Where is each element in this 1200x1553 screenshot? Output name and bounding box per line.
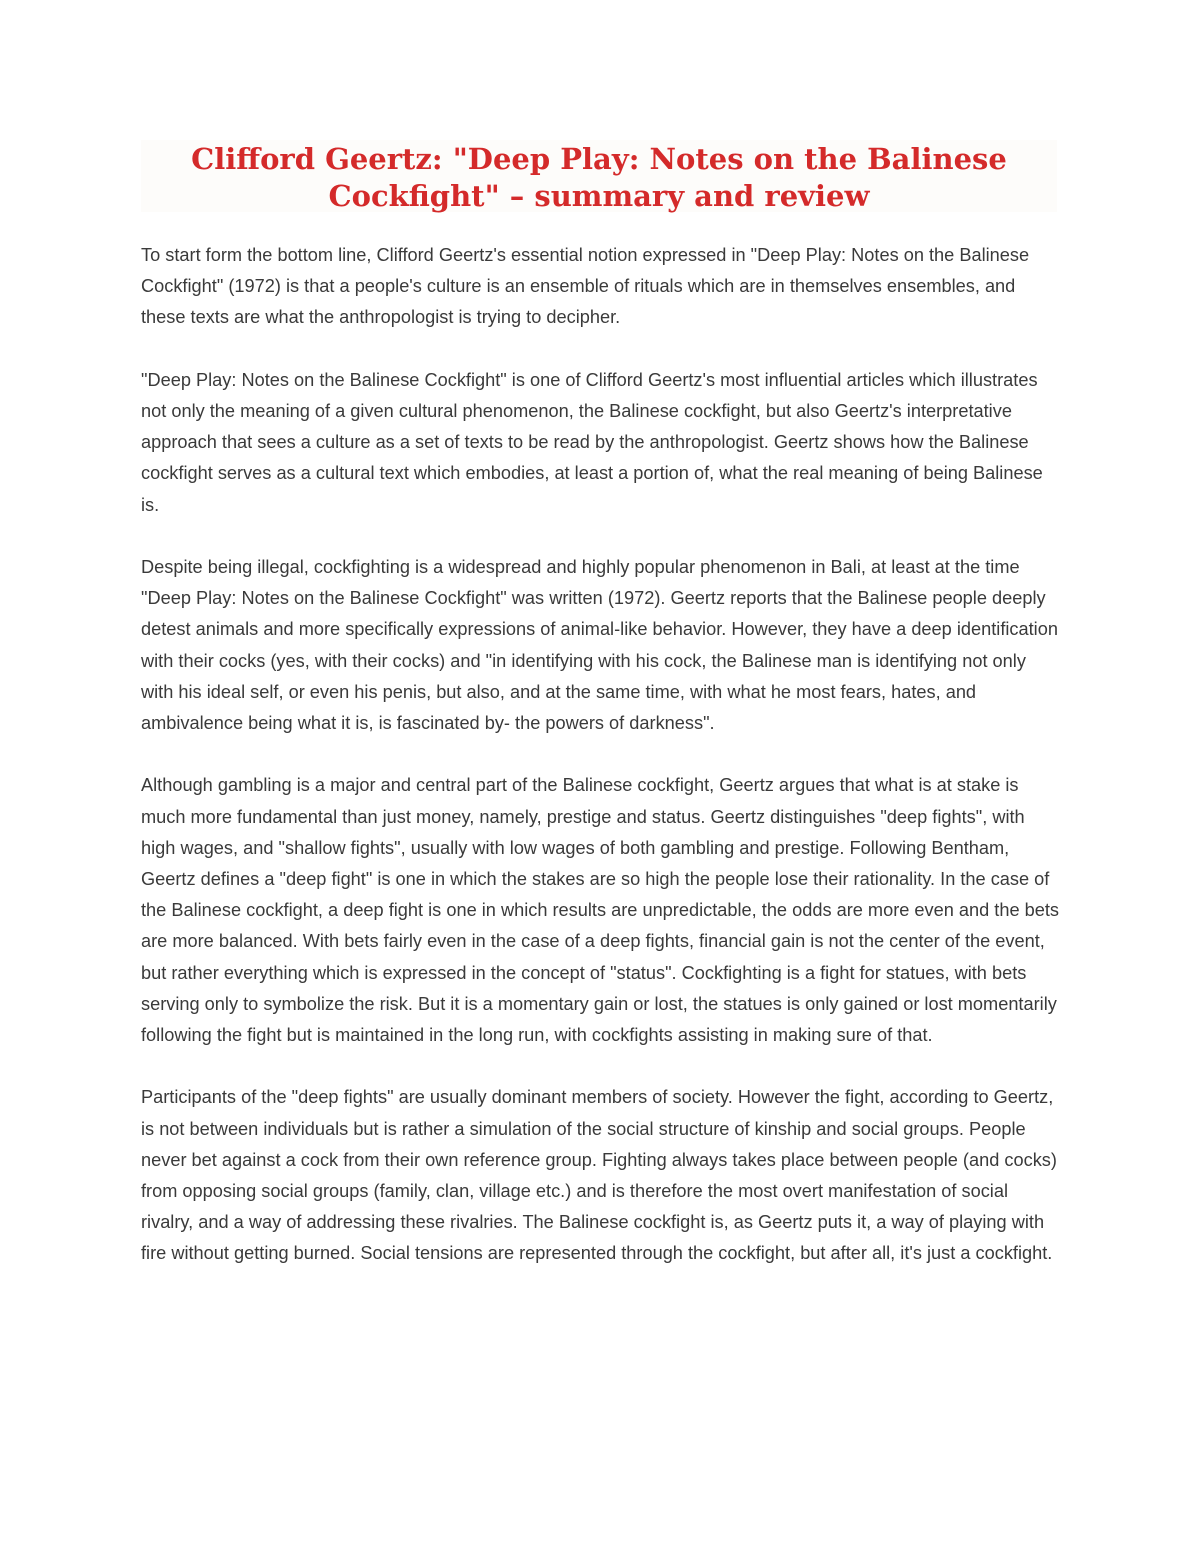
- document-body: [141, 240, 1061, 1301]
- paragraph-2: "Deep Play: Notes on the Balinese Cockfight" is one of Clifford Geertz's most influential articles which illustrates not only the meaning of a given cultural phenomenon, the Balinese cockfight, but also Geertz's interpretative approach that sees a culture as a set of texts to be read by the anthropologist. Geertz shows how the Balinese cockfight serves as a cultural text which embodies, at least a portion of, what the real meaning of being Balinese is.: [141, 369, 1043, 515]
- title-banner: [141, 140, 1057, 212]
- document-title: Clifford Geertz: "Deep Play: Notes on the Balinese Cockfight" – summary and review: [191, 142, 1007, 213]
- paragraph-4: Although gambling is a major and central part of the Balinese cockfight, Geertz argues that what is at stake is much more fundamental than just money, namely, prestige and status. Geertz distinguishes "deep fights", with high wages, and "shallow fights", usually with low wages of both gambling and prestige. Following Bentham, Geertz defines a "deep fight" is one in which the stakes are so high the people lose their rationality. In the case of the Balinese cockfight, a deep fight is one in which results are unpredictable, the odds are more even and the bets are more balanced. With bets fairly even in the case of a deep fights, financial gain is not the center of the event, but rather everything which is expressed in the concept of "status". Cockfighting is a fight for statues, with bets serving only to symbolize the risk. But it is a momentary gain or lost, the statues is only gained or lost momentarily following the fight but is maintained in the long run, with cockfights assisting in making sure of that.: [141, 775, 1060, 1046]
- paragraph-3: Despite being illegal, cockfighting is a widespread and highly popular phenomenon in Bali, at least at the time "Deep Play: Notes on the Balinese Cockfight" was written (1972). Geertz reports that the Balinese people deeply detest animals and more specifically expressions of animal-like behavior. However, they have a deep identification with their cocks (yes, with their cocks) and "in identifying with his cock, the Balinese man is identifying not only with his ideal self, or even his penis, but also, and at the same time, with what he most fears, hates, and ambivalence being what it is, is fascinated by- the powers of darkness".: [141, 557, 1058, 734]
- paragraph-1: To start form the bottom line, Clifford Geertz's essential notion expressed in "Deep Play: Notes on the Balinese Cockfight" (1972) is that a people's culture is an ensemble of rituals which are in themselves ensembles, and these texts are what the anthropologist is trying to decipher.: [141, 245, 1030, 328]
- paragraph-5: Participants of the "deep fights" are usually dominant members of society. However the fight, according to Geertz, is not between individuals but is rather a simulation of the social structure of kinship and social groups. People never bet against a cock from their own reference group. Fighting always takes place between people (and cocks) from opposing social groups (family, clan, village etc.) and is therefore the most overt manifestation of social rivalry, and a way of addressing these rivalries. The Balinese cockfight is, as Geertz puts it, a way of playing with fire without getting burned. Social tensions are represented through the cockfight, but after all, it's just a cockfight.: [141, 1087, 1057, 1264]
